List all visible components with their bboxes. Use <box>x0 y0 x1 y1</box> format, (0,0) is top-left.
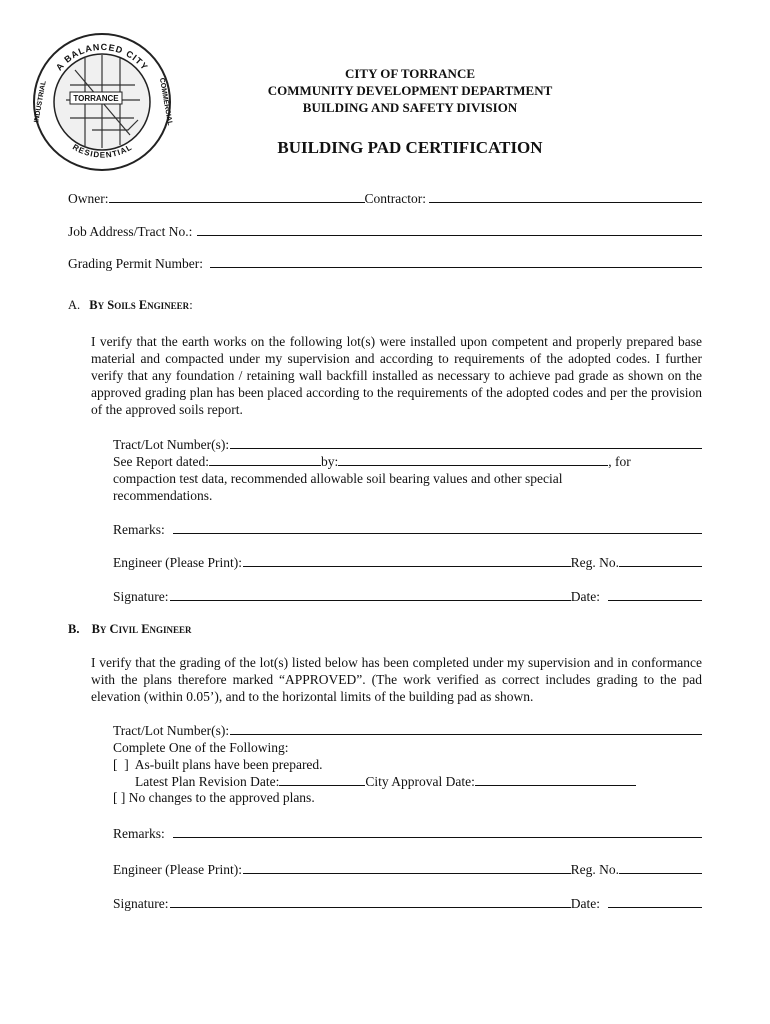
section-a-tract-field[interactable] <box>230 436 702 449</box>
owner-field[interactable] <box>109 190 365 203</box>
owner-label: Owner: <box>68 191 109 206</box>
header-city: CITY OF TORRANCE <box>344 66 476 81</box>
section-a-tract-label: Tract/Lot Number(s): <box>113 437 230 452</box>
section-a-heading: By Soils Engineer <box>89 298 190 312</box>
section-a-engineer-field[interactable] <box>243 554 571 567</box>
page-title: BUILDING PAD CERTIFICATION <box>277 138 543 157</box>
logo-ring-left-text: INDUSTRIAL <box>33 80 48 124</box>
section-a-colon: : <box>189 298 193 312</box>
latest-revision-label: Latest Plan Revision Date: <box>135 774 280 789</box>
see-report-label: See Report dated: <box>113 454 209 469</box>
section-b-date-field[interactable] <box>608 895 702 908</box>
city-approval-field[interactable] <box>475 773 636 786</box>
section-b-paragraph: I verify that the grading of the lot(s) listed below has been completed under my supervision and in conformance with the plans therefore marked “APPROVED”. (The work verified as correct includes grading to the pad elevation (within 0.05’), and to the horizontal limits of the building pad as shown. <box>91 655 702 704</box>
section-b-remarks-label: Remarks: <box>113 826 165 841</box>
section-b-date-label: Date: <box>570 896 600 911</box>
contractor-field[interactable] <box>429 190 702 203</box>
section-a-date-field[interactable] <box>608 588 702 601</box>
section-b-engineer-field[interactable] <box>243 861 571 874</box>
section-a-remarks-field[interactable] <box>173 521 702 534</box>
section-b-letter: B. <box>68 622 80 636</box>
section-a-remarks-label: Remarks: <box>113 522 165 537</box>
complete-one-label: Complete One of the Following: <box>113 740 289 755</box>
report-by-field[interactable] <box>338 453 608 466</box>
section-b-reg-field[interactable] <box>619 861 702 874</box>
section-b-engineer-label: Engineer (Please Print): <box>113 862 242 877</box>
section-a-paragraph: I verify that the earth works on the following lot(s) were installed upon competent and properly prepared base material and compacted under my supervision and according to requirements of the adopted codes. I further verify that any foundation / retaining wall backfill installed as necessary to achieve pad grade as shown on the approved grading plan has been placed according to the requirements of the adopted codes and per the provision of the approved soils report. <box>91 334 702 417</box>
section-a-signature-label: Signature: <box>113 589 169 604</box>
compaction-text: compaction test data, recommended allowable soil bearing values and other special recommendations. <box>113 471 563 503</box>
section-b-tract-field[interactable] <box>230 722 702 735</box>
logo-ring-bottom-text: RESIDENTIAL <box>71 142 134 160</box>
section-a-engineer-label: Engineer (Please Print): <box>113 555 242 570</box>
latest-revision-field[interactable] <box>279 773 365 786</box>
section-b-tract-label: Tract/Lot Number(s): <box>113 723 230 738</box>
section-b-signature-label: Signature: <box>113 896 169 911</box>
grading-permit-field[interactable] <box>210 255 702 268</box>
section-a-letter: A. <box>68 298 81 312</box>
job-address-label: Job Address/Tract No.: <box>68 224 193 239</box>
city-approval-label: City Approval Date: <box>365 774 475 789</box>
section-b-remarks-field[interactable] <box>173 825 702 838</box>
section-b-heading: By Civil Engineer <box>91 622 192 636</box>
section-b-signature-field[interactable] <box>170 895 571 908</box>
contractor-label: Contractor: <box>364 191 426 206</box>
header-division: BUILDING AND SAFETY DIVISION <box>302 100 518 115</box>
see-report-date-field[interactable] <box>209 453 321 466</box>
logo-ring-top-text: A BALANCED CITY <box>53 41 151 73</box>
no-changes-option[interactable]: [ ] No changes to the approved plans. <box>113 790 315 805</box>
header-department: COMMUNITY DEVELOPMENT DEPARTMENT <box>267 83 553 98</box>
section-a-date-label: Date: <box>570 589 600 604</box>
logo-center-text: TORRANCE <box>73 94 119 103</box>
grading-permit-label: Grading Permit Number: <box>68 256 203 271</box>
section-a-reg-label: Reg. No. <box>570 555 619 570</box>
as-built-option[interactable]: [ ] As-built plans have been prepared. <box>113 757 323 772</box>
logo-ring-right-text: COMMERCIAL <box>157 77 174 127</box>
by-label: by: <box>320 454 339 469</box>
for-label: , for <box>608 454 631 469</box>
job-address-field[interactable] <box>197 223 702 236</box>
section-a-signature-field[interactable] <box>170 588 571 601</box>
section-b-reg-label: Reg. No. <box>570 862 619 877</box>
section-a-reg-field[interactable] <box>619 554 702 567</box>
